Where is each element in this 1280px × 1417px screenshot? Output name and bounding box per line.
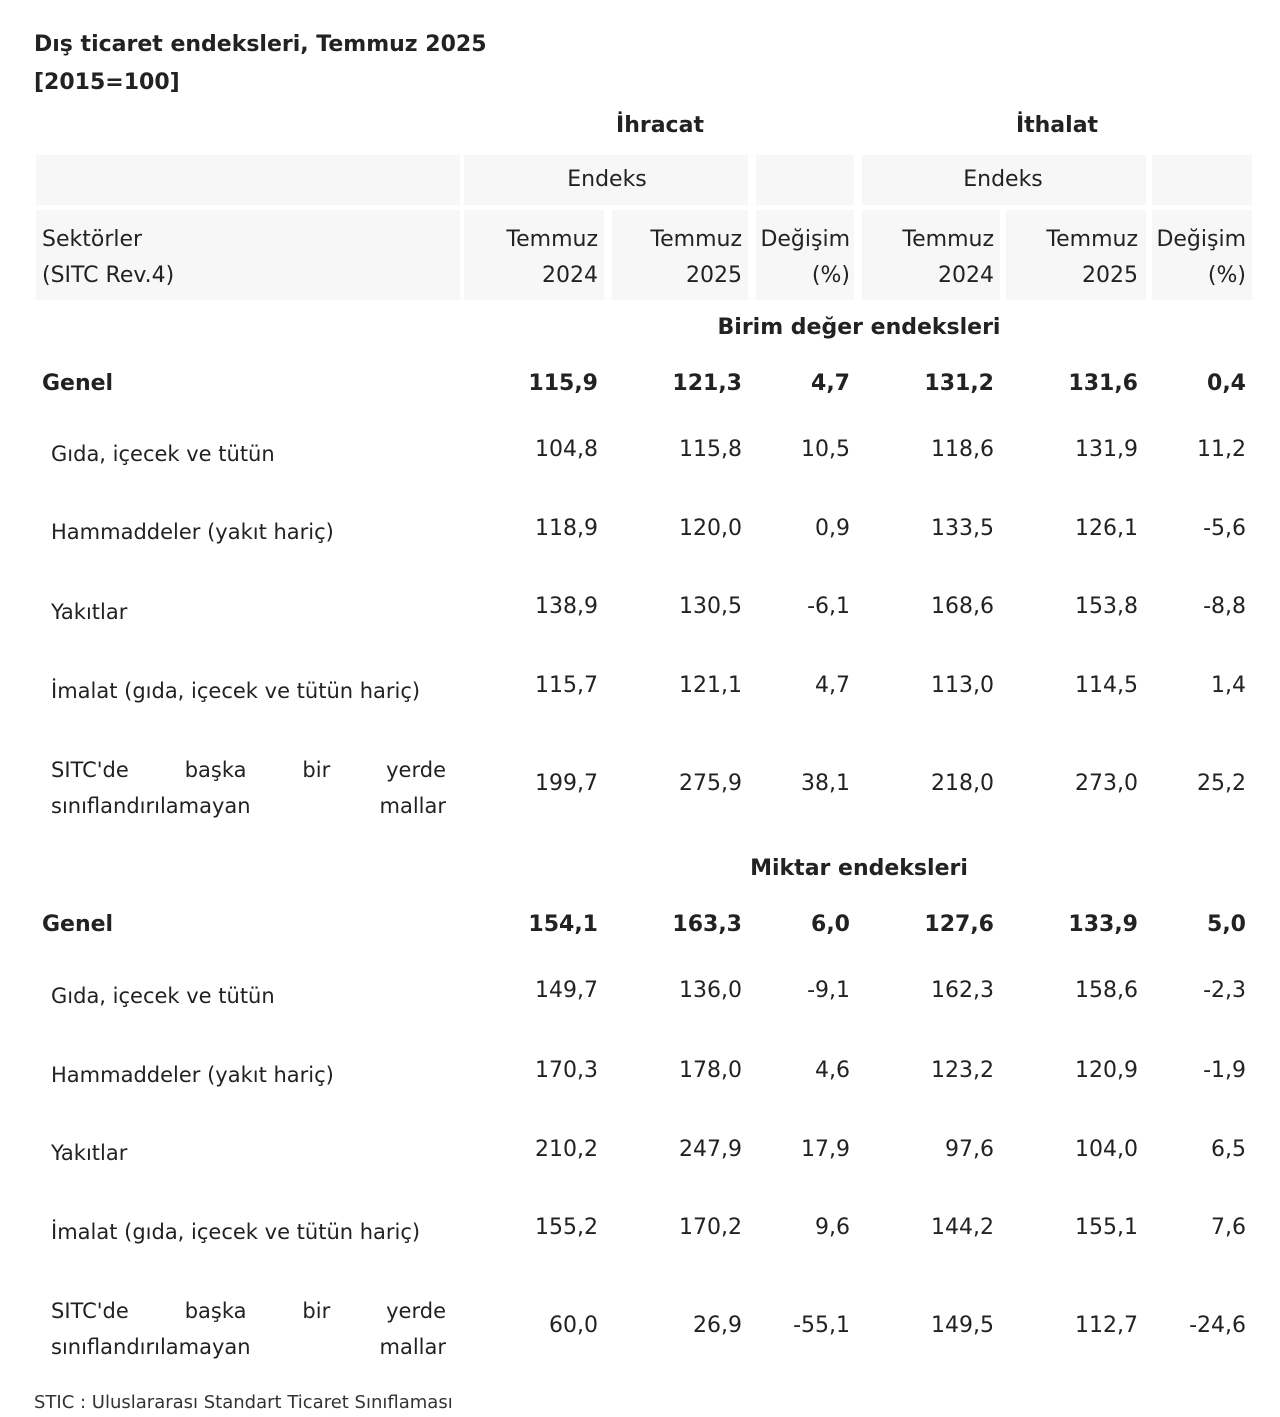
header-band-endeks-left bbox=[36, 155, 460, 205]
header-band-endeks-import-change bbox=[1152, 155, 1252, 205]
subheader-endeks-export: Endeks bbox=[567, 167, 647, 192]
cell-import-2024: 97,6 bbox=[945, 1137, 994, 1162]
cell-export-change: -9,1 bbox=[807, 978, 850, 1003]
row-label: İmalat (gıda, içecek ve tütün hariç) bbox=[51, 1220, 421, 1244]
row-label: Gıda, içecek ve tütün bbox=[51, 984, 275, 1008]
cell-export-change: 17,9 bbox=[801, 1137, 850, 1162]
cell-export-2024: 118,9 bbox=[535, 516, 598, 541]
column-header-year: 2025 bbox=[1082, 263, 1138, 288]
cell-export-change: 10,5 bbox=[801, 437, 850, 462]
row-label: Hammaddeler (yakıt hariç) bbox=[51, 520, 334, 544]
column-header-month: Temmuz bbox=[1046, 227, 1138, 252]
cell-import-2025: 273,0 bbox=[1075, 771, 1138, 796]
cell-export-change: 4,6 bbox=[815, 1058, 850, 1083]
cell-import-2025: 112,7 bbox=[1075, 1313, 1138, 1338]
cell-import-2024: 118,6 bbox=[931, 437, 994, 462]
table-title-line2: [2015=100] bbox=[34, 70, 180, 95]
column-header-sector bbox=[42, 222, 174, 294]
cell-import-2025: 104,0 bbox=[1075, 1137, 1138, 1162]
cell-export-2025: 247,9 bbox=[679, 1137, 742, 1162]
cell-import-change: -8,8 bbox=[1203, 594, 1246, 619]
column-header-export-change bbox=[700, 222, 850, 294]
column-header-import-change bbox=[1096, 222, 1246, 294]
section-heading-quantity: Miktar endeksleri bbox=[750, 856, 968, 881]
cell-import-2024: 149,5 bbox=[931, 1313, 994, 1338]
cell-export-change: 0,9 bbox=[815, 516, 850, 541]
row-label: Yakıtlar bbox=[51, 1141, 128, 1165]
cell-export-2024: 149,7 bbox=[535, 978, 598, 1003]
cell-export-2024: 104,8 bbox=[535, 437, 598, 462]
cell-import-2024: 131,2 bbox=[924, 371, 994, 396]
cell-export-2024: 60,0 bbox=[549, 1313, 598, 1338]
cell-import-2025: 155,1 bbox=[1075, 1215, 1138, 1240]
row-label: İmalat (gıda, içecek ve tütün hariç) bbox=[51, 679, 421, 703]
cell-import-2024: 127,6 bbox=[924, 912, 994, 937]
cell-export-2025: 136,0 bbox=[679, 978, 742, 1003]
cell-import-change: -24,6 bbox=[1189, 1313, 1246, 1338]
cell-import-change: -5,6 bbox=[1203, 516, 1246, 541]
cell-import-2024: 168,6 bbox=[931, 594, 994, 619]
cell-export-2024: 155,2 bbox=[535, 1215, 598, 1240]
cell-export-2024: 170,3 bbox=[535, 1058, 598, 1083]
group-header-import: İthalat bbox=[1015, 113, 1099, 138]
footnote: STIC : Uluslararası Standart Ticaret Sınıflaması bbox=[34, 1392, 453, 1413]
cell-import-2025: 126,1 bbox=[1075, 516, 1138, 541]
cell-export-2025: 170,2 bbox=[679, 1215, 742, 1240]
cell-import-change: 6,5 bbox=[1211, 1137, 1246, 1162]
cell-import-change: 11,2 bbox=[1197, 437, 1246, 462]
column-header-percent: (%) bbox=[811, 263, 850, 288]
table-title-line1: Dış ticaret endeksleri, Temmuz 2025 bbox=[34, 32, 487, 57]
column-header-month: Temmuz bbox=[902, 227, 994, 252]
row-label: Gıda, içecek ve tütün bbox=[51, 442, 275, 466]
cell-import-2025: 158,6 bbox=[1075, 978, 1138, 1003]
row-label: SITC'de başka bir yerde sınıflandırılamayan mallar bbox=[51, 1299, 446, 1359]
cell-import-2024: 123,2 bbox=[931, 1058, 994, 1083]
cell-import-change: -1,9 bbox=[1203, 1058, 1246, 1083]
cell-import-change: 1,4 bbox=[1211, 673, 1246, 698]
cell-export-2025: 275,9 bbox=[679, 771, 742, 796]
row-label: Genel bbox=[42, 371, 114, 396]
cell-export-2025: 178,0 bbox=[679, 1058, 742, 1083]
cell-export-change: 9,6 bbox=[815, 1215, 850, 1240]
column-header-year: 2024 bbox=[542, 263, 598, 288]
cell-export-2025: 163,3 bbox=[672, 912, 742, 937]
cell-export-2024: 199,7 bbox=[535, 771, 598, 796]
header-band-endeks-export-change bbox=[756, 155, 854, 205]
table-title bbox=[34, 26, 487, 102]
cell-import-change: -2,3 bbox=[1203, 978, 1246, 1003]
cell-export-change: 4,7 bbox=[815, 673, 850, 698]
column-header-change: Değişim bbox=[760, 227, 850, 252]
column-header-year: 2025 bbox=[686, 263, 742, 288]
cell-import-change: 0,4 bbox=[1207, 371, 1246, 396]
cell-import-2025: 131,9 bbox=[1075, 437, 1138, 462]
column-header-import-2024 bbox=[844, 222, 994, 294]
column-header-percent: (%) bbox=[1207, 263, 1246, 288]
cell-export-change: 6,0 bbox=[811, 912, 850, 937]
cell-import-2024: 162,3 bbox=[931, 978, 994, 1003]
cell-export-change: 38,1 bbox=[801, 771, 850, 796]
cell-import-2024: 144,2 bbox=[931, 1215, 994, 1240]
cell-import-2024: 133,5 bbox=[931, 516, 994, 541]
column-header-sector-line1: Sektörler bbox=[42, 227, 143, 252]
cell-import-change: 5,0 bbox=[1207, 912, 1246, 937]
cell-export-2024: 115,9 bbox=[528, 371, 598, 396]
cell-export-2025: 121,1 bbox=[679, 673, 742, 698]
cell-export-change: -55,1 bbox=[793, 1313, 850, 1338]
cell-export-2025: 115,8 bbox=[679, 437, 742, 462]
cell-import-2024: 113,0 bbox=[931, 673, 994, 698]
column-header-change: Değişim bbox=[1156, 227, 1246, 252]
cell-import-2025: 153,8 bbox=[1075, 594, 1138, 619]
cell-export-2025: 130,5 bbox=[679, 594, 742, 619]
section-heading-unit-value: Birim değer endeksleri bbox=[717, 315, 1001, 340]
cell-import-2025: 120,9 bbox=[1075, 1058, 1138, 1083]
column-header-sector-line2: (SITC Rev.4) bbox=[42, 263, 175, 288]
cell-import-2025: 131,6 bbox=[1068, 371, 1138, 396]
row-label: SITC'de başka bir yerde sınıflandırılamayan mallar bbox=[51, 758, 446, 818]
cell-export-2024: 115,7 bbox=[535, 673, 598, 698]
cell-import-change: 25,2 bbox=[1197, 771, 1246, 796]
row-label: Yakıtlar bbox=[51, 600, 128, 624]
cell-export-2024: 138,9 bbox=[535, 594, 598, 619]
column-header-year: 2024 bbox=[938, 263, 994, 288]
cell-export-2024: 210,2 bbox=[535, 1137, 598, 1162]
column-header-export-2024 bbox=[448, 222, 598, 294]
cell-export-2025: 26,9 bbox=[693, 1313, 742, 1338]
cell-export-2024: 154,1 bbox=[528, 912, 598, 937]
cell-import-2024: 218,0 bbox=[931, 771, 994, 796]
cell-import-change: 7,6 bbox=[1211, 1215, 1246, 1240]
cell-import-2025: 133,9 bbox=[1068, 912, 1138, 937]
row-label: Genel bbox=[42, 912, 114, 937]
column-header-month: Temmuz bbox=[650, 227, 742, 252]
cell-export-2025: 121,3 bbox=[672, 371, 742, 396]
subheader-endeks-import: Endeks bbox=[963, 167, 1043, 192]
cell-import-2025: 114,5 bbox=[1075, 673, 1138, 698]
row-label: Hammaddeler (yakıt hariç) bbox=[51, 1063, 334, 1087]
column-header-month: Temmuz bbox=[506, 227, 598, 252]
group-header-export: İhracat bbox=[616, 113, 704, 138]
cell-export-2025: 120,0 bbox=[679, 516, 742, 541]
cell-export-change: -6,1 bbox=[807, 594, 850, 619]
cell-export-change: 4,7 bbox=[811, 371, 850, 396]
